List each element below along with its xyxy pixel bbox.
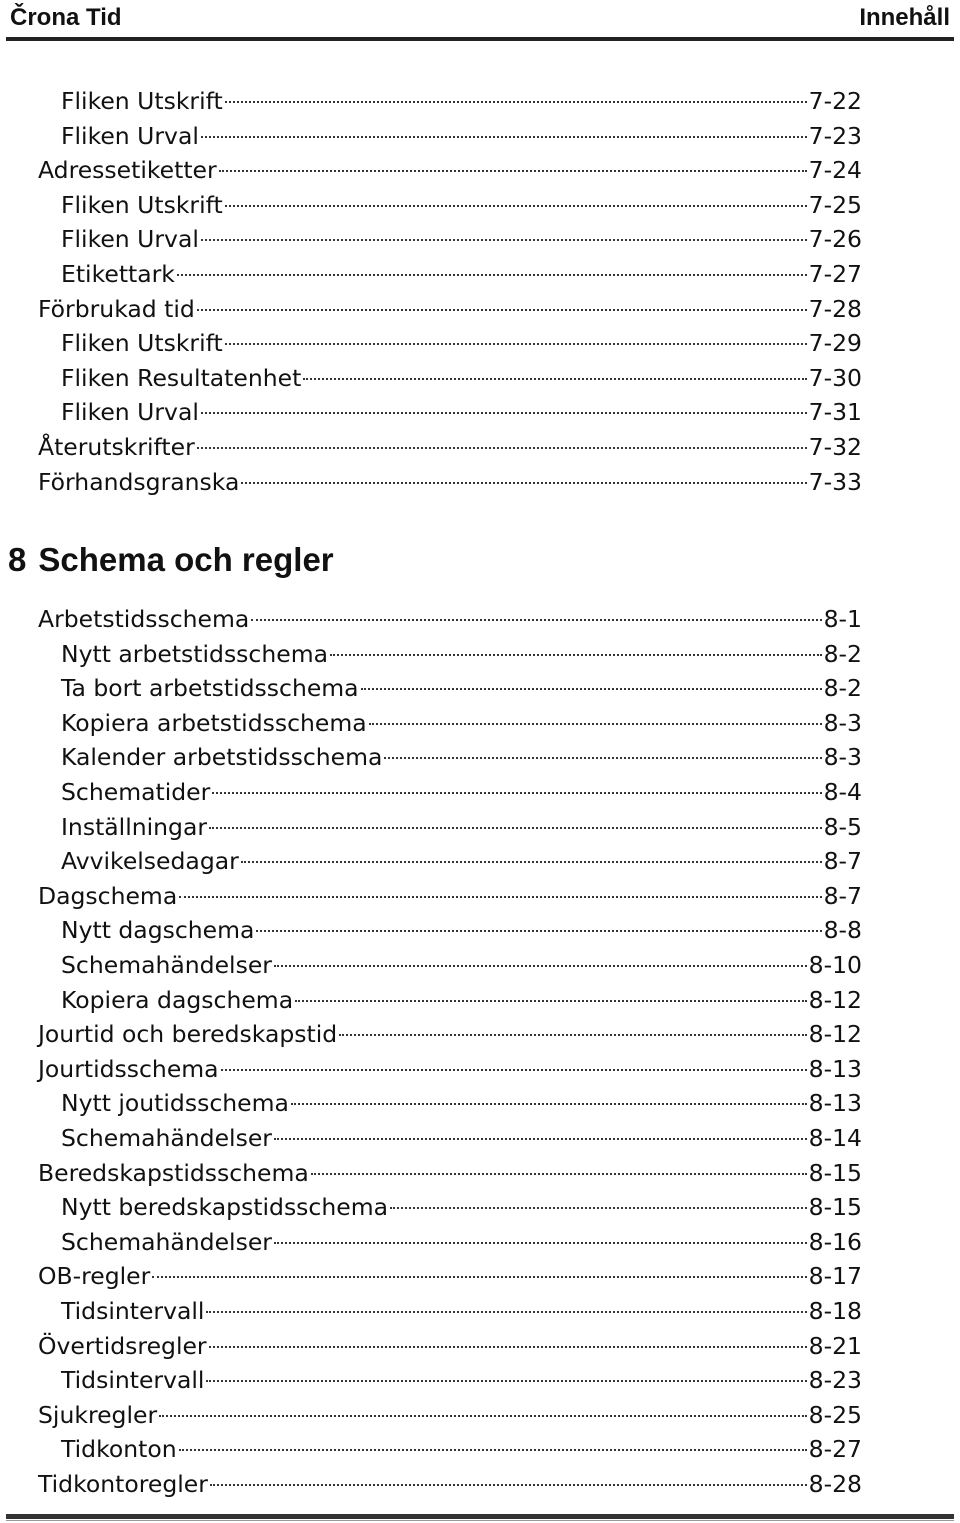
toc-entry[interactable] xyxy=(61,1116,862,1152)
toc-entry-page: 8-16 xyxy=(808,1227,862,1256)
toc-entry-label: Fliken Utskrift xyxy=(61,190,223,219)
toc-entry-page: 8-28 xyxy=(808,1470,862,1498)
toc-entry-page: 7-29 xyxy=(808,329,862,358)
toc-dot-leader xyxy=(225,321,807,351)
toc-dot-leader xyxy=(390,1185,807,1215)
section-title: Innehåll xyxy=(859,4,950,31)
toc-entry-label: Fliken Urval xyxy=(61,398,199,427)
toc-entry-page: 8-12 xyxy=(808,1020,862,1049)
toc-entry-label: Nytt arbetstidsschema xyxy=(61,639,328,668)
toc-entry[interactable] xyxy=(38,425,862,461)
toc-entry[interactable] xyxy=(38,1393,862,1429)
toc-entry-label: Fliken Urval xyxy=(61,121,199,150)
toc-entry[interactable] xyxy=(61,666,862,703)
toc-entry-page: 8-17 xyxy=(808,1262,862,1291)
toc-dot-leader xyxy=(225,79,807,109)
toc-dot-leader xyxy=(303,356,806,386)
toc-entry-page: 8-8 xyxy=(823,916,862,945)
toc-entry[interactable] xyxy=(61,805,862,841)
toc-dot-leader xyxy=(225,183,807,213)
toc-dot-leader xyxy=(197,425,807,455)
toc-entry-label: Fliken Urval xyxy=(61,225,199,254)
toc-dot-leader xyxy=(219,148,807,178)
toc-entry-label: Jourtid och beredskapstid xyxy=(38,1020,338,1049)
toc-entry[interactable] xyxy=(61,390,862,427)
footer-divider xyxy=(6,1514,954,1519)
toc-entry-label: Arbetstidsschema xyxy=(38,605,250,633)
toc-dot-leader xyxy=(210,1462,807,1492)
toc-dot-leader xyxy=(212,770,821,800)
toc-dot-leader xyxy=(295,978,807,1008)
toc-entry-page: 8-2 xyxy=(823,639,862,668)
toc-entry-page: 7-28 xyxy=(808,294,862,323)
toc-entry-page: 7-33 xyxy=(808,467,862,496)
toc-entry-label: Återutskrifter xyxy=(38,433,195,461)
toc-entry[interactable] xyxy=(61,114,862,150)
toc-dot-leader xyxy=(274,943,807,973)
toc-entry-label: Tidkonton xyxy=(61,1435,177,1464)
toc-dot-leader xyxy=(179,874,821,904)
toc-entry-label: Etikettark xyxy=(61,260,175,288)
toc-entry-page: 8-13 xyxy=(808,1089,862,1118)
toc-entry-label: Avvikelsedagar xyxy=(61,847,239,876)
toc-entry-page: 8-15 xyxy=(808,1193,862,1222)
toc-entry-label: Förhandsgranska xyxy=(38,467,240,496)
toc-entry-label: Jourtidsschema xyxy=(38,1054,219,1083)
chapter-heading xyxy=(8,540,334,580)
toc-entry[interactable] xyxy=(61,1289,862,1325)
toc-entry-page: 7-23 xyxy=(808,121,862,150)
toc-entry[interactable] xyxy=(61,701,862,737)
toc-entry-page: 8-4 xyxy=(823,778,862,806)
toc-entry-label: Inställningar xyxy=(61,812,208,841)
toc-entry-label: Nytt joutidsschema xyxy=(61,1089,289,1118)
toc-entry[interactable] xyxy=(38,1254,862,1291)
toc-entry-label: Tidsintervall xyxy=(61,1297,205,1325)
footer-divider-thin xyxy=(6,1520,954,1521)
toc-entry[interactable] xyxy=(61,217,862,254)
toc-entry-label: Schemahändelser xyxy=(61,1227,272,1256)
toc-entry-page: 8-3 xyxy=(823,743,862,772)
toc-entry-page: 8-10 xyxy=(808,951,862,979)
toc-entry-page: 8-7 xyxy=(823,847,862,876)
toc-entry-label: Adressetiketter xyxy=(38,156,217,185)
toc-dot-leader xyxy=(206,1289,806,1319)
toc-entry-page: 8-25 xyxy=(808,1400,862,1429)
toc-dot-leader xyxy=(256,908,821,938)
toc-dot-leader xyxy=(274,1220,807,1250)
toc-entry[interactable] xyxy=(61,321,862,358)
toc-dot-leader xyxy=(251,597,821,627)
toc-entry[interactable] xyxy=(61,1220,862,1256)
header-divider xyxy=(6,37,954,41)
toc-entry-label: Kopiera arbetstidsschema xyxy=(61,708,367,737)
toc-dot-leader xyxy=(330,632,822,662)
page-header xyxy=(6,0,954,38)
toc-entry-page: 8-18 xyxy=(808,1297,862,1325)
toc-entry-page: 8-2 xyxy=(823,674,862,703)
toc-entry[interactable] xyxy=(61,770,862,806)
toc-dot-leader xyxy=(384,735,821,765)
toc-entry[interactable] xyxy=(61,943,862,979)
toc-entry[interactable] xyxy=(61,1427,862,1464)
toc-entry-page: 7-30 xyxy=(808,363,862,392)
toc-entry[interactable] xyxy=(61,908,862,945)
toc-dot-leader xyxy=(152,1254,806,1284)
toc-entry-page: 8-15 xyxy=(808,1158,862,1187)
toc-dot-leader xyxy=(241,839,822,869)
toc-entry-page: 8-13 xyxy=(808,1054,862,1083)
toc-entry[interactable] xyxy=(38,287,862,323)
toc-entry-page: 8-12 xyxy=(808,985,862,1014)
toc-entry[interactable] xyxy=(38,1151,862,1187)
toc-dot-leader xyxy=(274,1116,807,1146)
toc-entry[interactable] xyxy=(38,1324,862,1360)
toc-dot-leader xyxy=(311,1151,807,1181)
toc-dot-leader xyxy=(179,1427,807,1457)
toc-entry[interactable] xyxy=(61,183,862,219)
toc-entry-page: 8-14 xyxy=(808,1124,862,1152)
toc-entry[interactable] xyxy=(38,1462,862,1498)
toc-dot-leader xyxy=(339,1012,806,1042)
toc-dot-leader xyxy=(159,1393,807,1423)
toc-entry-page: 7-31 xyxy=(808,398,862,427)
toc-entry-page: 8-3 xyxy=(823,708,862,737)
toc-entry-page: 7-26 xyxy=(808,225,862,254)
toc-dot-leader xyxy=(369,701,822,731)
toc-entry-label: Tidsintervall xyxy=(61,1366,205,1395)
toc-entry[interactable] xyxy=(61,79,862,115)
toc-entry-label: Schematider xyxy=(61,778,211,806)
toc-dot-leader xyxy=(206,1358,806,1388)
toc-entry-page: 8-5 xyxy=(823,812,862,841)
toc-entry[interactable] xyxy=(61,839,862,876)
toc-dot-leader xyxy=(209,805,822,835)
toc-entry[interactable] xyxy=(61,356,862,392)
toc-entry-label: OB-regler xyxy=(38,1262,151,1291)
toc-entry-label: Schemahändelser xyxy=(61,1124,272,1152)
toc-entry-label: Förbrukad tid xyxy=(38,294,195,323)
toc-entry-page: 8-1 xyxy=(823,605,862,633)
toc-entry-page: 8-7 xyxy=(823,881,862,910)
toc-entry-label: Kalender arbetstidsschema xyxy=(61,743,383,772)
toc-entry-page: 7-25 xyxy=(808,190,862,219)
toc-entry-label: Dagschema xyxy=(38,881,178,910)
toc-entry-page: 8-27 xyxy=(808,1435,862,1464)
chapter-number: 8 xyxy=(8,541,27,578)
toc-entry-label: Tidkontoregler xyxy=(38,1470,208,1498)
toc-entry[interactable] xyxy=(61,1185,862,1222)
toc-dot-leader xyxy=(241,460,806,490)
toc-dot-leader xyxy=(361,666,822,696)
toc-dot-leader xyxy=(197,287,807,317)
toc-entry[interactable] xyxy=(61,1358,862,1395)
toc-entry[interactable] xyxy=(38,148,862,185)
toc-dot-leader xyxy=(221,1047,807,1077)
toc-entry-label: Fliken Utskrift xyxy=(61,87,223,115)
toc-entry[interactable] xyxy=(61,632,862,668)
toc-entry[interactable] xyxy=(61,1081,862,1118)
toc-entry-label: Övertidsregler xyxy=(38,1331,207,1360)
toc-entry-label: Schemahändelser xyxy=(61,951,272,979)
toc-entry-label: Nytt dagschema xyxy=(61,916,255,945)
toc-entry[interactable] xyxy=(38,460,862,496)
toc-entry-page: 7-24 xyxy=(808,156,862,185)
toc-entry-label: Beredskapstidsschema xyxy=(38,1158,309,1187)
toc-entry-page: 7-32 xyxy=(808,433,862,461)
toc-entry[interactable] xyxy=(38,1047,862,1083)
toc-entry[interactable] xyxy=(61,252,862,288)
chapter-title: Schema och regler xyxy=(38,541,334,578)
toc-entry-label: Sjukregler xyxy=(38,1400,158,1429)
toc-dot-leader xyxy=(201,390,807,420)
toc-entry-page: 8-23 xyxy=(808,1366,862,1395)
toc-entry-page: 7-27 xyxy=(808,260,862,288)
toc-entry-label: Nytt beredskapstidsschema xyxy=(61,1193,388,1222)
toc-entry[interactable] xyxy=(61,735,862,772)
toc-dot-leader xyxy=(209,1324,807,1354)
toc-dot-leader xyxy=(201,217,807,247)
toc-entry-label: Fliken Resultatenhet xyxy=(61,363,302,392)
toc-dot-leader xyxy=(201,114,807,144)
toc-entry[interactable] xyxy=(61,978,862,1014)
document-title: Črona Tid xyxy=(10,4,122,31)
toc-dot-leader xyxy=(291,1081,807,1111)
toc-entry-label: Kopiera dagschema xyxy=(61,985,294,1014)
toc-entry[interactable] xyxy=(38,874,862,910)
toc-dot-leader xyxy=(177,252,807,282)
toc-entry[interactable] xyxy=(38,597,862,633)
toc-entry[interactable] xyxy=(38,1012,862,1049)
toc-entry-label: Fliken Utskrift xyxy=(61,329,223,358)
toc-entry-label: Ta bort arbetstidsschema xyxy=(61,674,359,703)
toc-entry-page: 7-22 xyxy=(808,87,862,115)
toc-entry-page: 8-21 xyxy=(808,1331,862,1360)
